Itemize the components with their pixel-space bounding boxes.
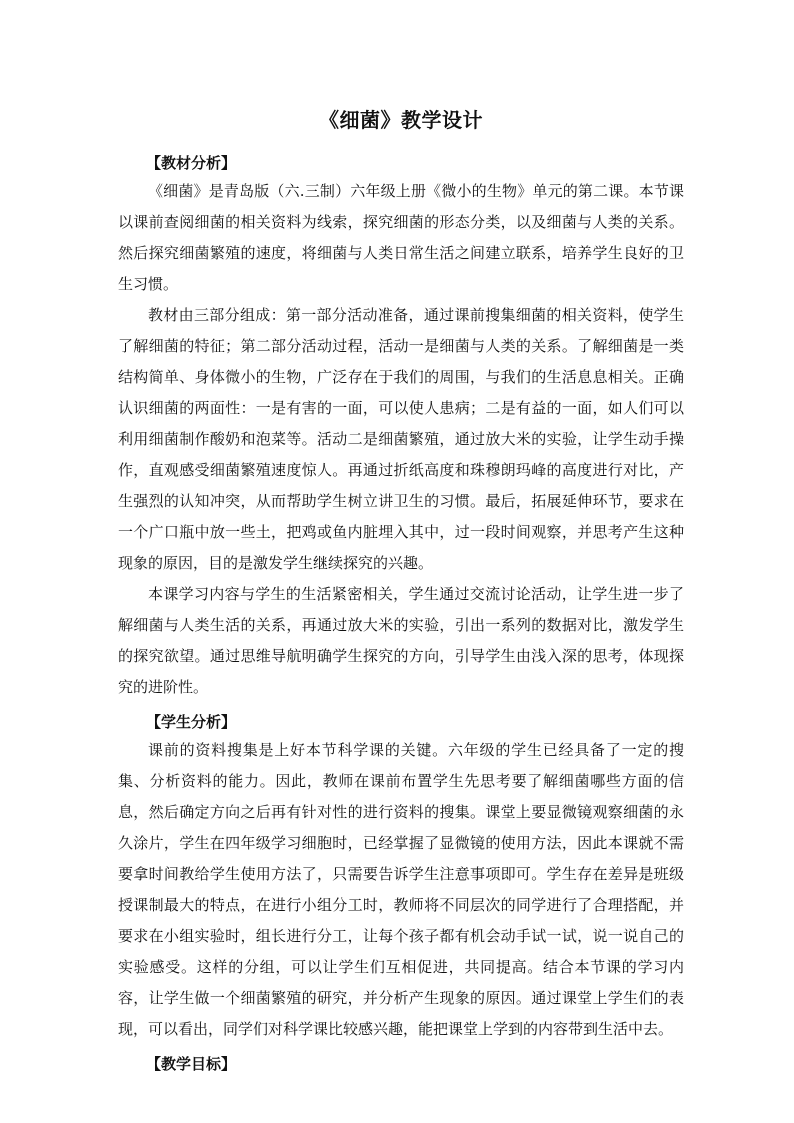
- section-teaching-goals: [118, 1051, 684, 1077]
- document-content: [118, 104, 684, 1083]
- paragraph: 教材由三部分组成：第一部分活动准备，通过课前搜集细菌的相关资料，使学生了解细菌的特征；第二部分活动过程，活动一是细菌与人类的关系。了解细菌是一类结构简单、身体微小的生物，广泛存在于我们的周围，与我们的生活息息相关。正确认识细菌的两面性：一是有害的一面，可以使人患病；二是有益的一面，如人们可以利用细菌制作酸奶和泡菜等。活动二是细菌繁殖，通过放大米的实验，让学生动手操作，直观感受细菌繁殖速度惊人。再通过折纸高度和珠穆朗玛峰的高度进行对比，产生强烈的认知冲突，从而帮助学生树立讲卫生的习惯。最后，拓展延伸环节，要求在一个广口瓶中放一些土，把鸡或鱼内脏埋入其中，过一段时间观察，并思考产生这种现象的原因，目的是激发学生继续探究的兴趣。: [118, 306, 684, 572]
- section-textbook-analysis: [118, 150, 684, 703]
- section-student-analysis: [118, 709, 684, 1045]
- document-title: 《细菌》教学设计: [319, 108, 483, 132]
- section-heading: 【学生分析】: [146, 713, 237, 731]
- paragraph: 课前的资料搜集是上好本节科学课的关键。六年级的学生已经具备了一定的搜集、分析资料的能力。因此，教师在课前布置学生先思考要了解细菌哪些方面的信息，然后确定方向之后再有针对性的进行资料的搜集。课堂上要显微镜观察细菌的永久涂片，学生在四年级学习细胞时，已经掌握了显微镜的使用方法，因此本课就不需要拿时间教给学生使用方法了，只需要告诉学生注意事项即可。学生存在差异是班级授课制最大的特点，在进行小组分工时，教师将不同层次的同学进行了合理搭配，并要求在小组实验时，组长进行分工，让每个孩子都有机会动手试一试，说一说自己的实验感受。这样的分组，可以让学生们互相促进，共同提高。结合本节课的学习内容，让学生做一个细菌繁殖的研究，并分析产生现象的原因。通过课堂上学生们的表现，可以看出，同学们对科学课比较感兴趣，能把课堂上学到的内容带到生活中去。: [118, 741, 684, 1038]
- paragraph: 《细菌》是青岛版（六.三制）六年级上册《微小的生物》单元的第二课。本节课以课前查阅细菌的相关资料为线索，探究细菌的形态分类，以及细菌与人类的关系。然后探究细菌繁殖的速度，将细菌与人类日常生活之间建立联系，培养学生良好的卫生习惯。: [118, 182, 684, 293]
- section-heading: 【教学目标】: [146, 1055, 237, 1073]
- paragraph: 本课学习内容与学生的生活紧密相关，学生通过交流讨论活动，让学生进一步了解细菌与人类生活的关系，再通过放大米的实验，引出一系列的数据对比，激发学生的探究欲望。通过思维导航明确学生探究的方向，引导学生由浅入深的思考，体现探究的进阶性。: [118, 585, 684, 696]
- section-heading: 【教材分析】: [146, 154, 237, 172]
